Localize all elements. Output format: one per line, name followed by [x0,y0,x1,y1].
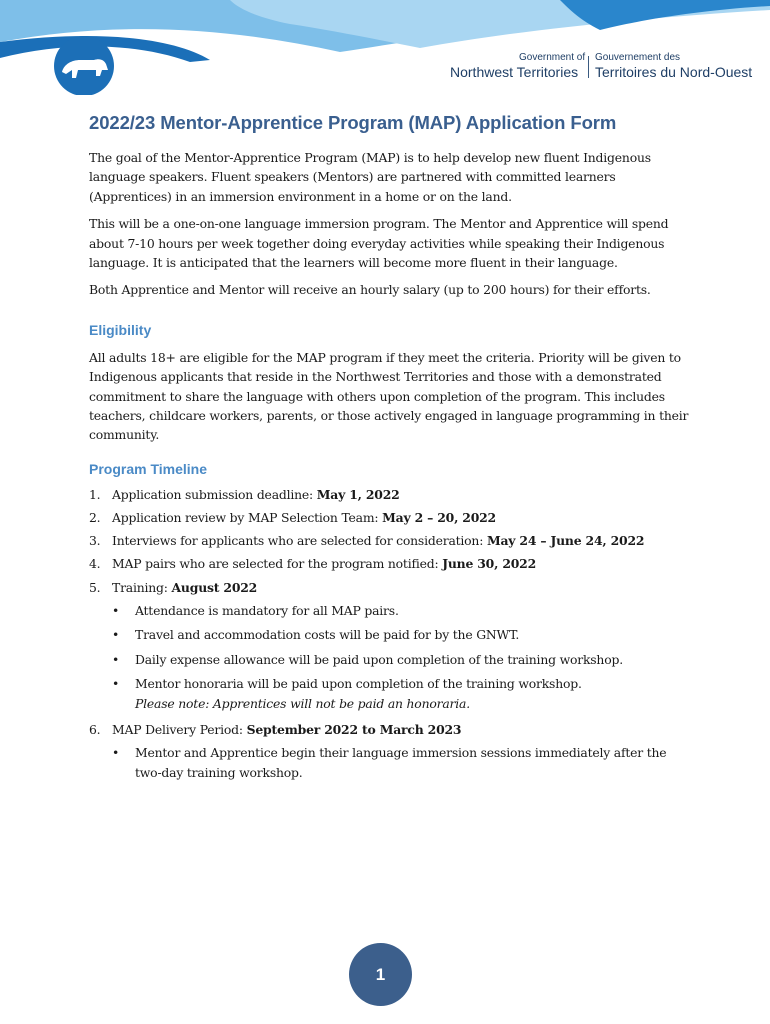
timeline-list [89,483,689,782]
gov-fr-small: Gouvernement des [595,52,681,63]
page-number-badge [349,943,412,1006]
timeline-section [89,461,689,782]
timeline-item-number: 2. [89,510,101,526]
delivery-bullets-container [89,743,689,782]
bullet-text: Mentor and Apprentice begin their language immersion sessions immediately after the two-day training workshop. [135,745,667,780]
intro-section [89,148,689,300]
timeline-item-date: May 1, 2022 [316,486,400,502]
timeline-item [89,529,689,552]
timeline-item [89,483,689,506]
intro-paragraph: The goal of the Mentor-Apprentice Program (MAP) is to help develop new fluent Indigenous language speakers. Fluent speakers (Mentors) are partnered with committed learners (Apprentices) in an immersion environment in a home or on the land. [89,150,651,204]
page-title: 2022/23 Mentor-Apprentice Program (MAP) Application Form [89,112,617,133]
training-bullets-container [89,601,689,713]
timeline-item-date: June 30, 2022 [442,556,537,572]
delivery-bullet-item [89,743,689,782]
timeline-item-number: 3. [89,533,101,549]
gov-en-big: Northwest Territories [450,64,579,80]
training-bullets [89,601,689,713]
timeline-item-number: 5. [89,579,101,595]
bullet-icon: • [112,627,120,643]
bullet-text: Attendance is mandatory for all MAP pairs. [135,602,399,618]
training-bullet-item [89,601,689,620]
training-bullet-item [89,674,689,713]
timeline-item-text: MAP pairs who are selected for the program notified: [112,556,443,572]
timeline-item-number: 6. [89,721,101,737]
gov-wordmark-divider [588,56,589,78]
timeline-item-number: 4. [89,556,101,572]
timeline-heading: Program Timeline [89,460,208,477]
timeline-item-date: September 2022 to March 2023 [246,721,462,737]
bullet-text: Mentor honoraria will be paid upon completion of the training workshop. [135,676,582,692]
page-number: 1 [375,964,386,984]
timeline-item-number: 1. [89,486,101,502]
gov-en-small: Government of [519,52,586,63]
document-body [89,112,689,787]
eligibility-section [89,322,689,445]
training-bullet-item [89,625,689,644]
intro-paragraph: Both Apprentice and Mentor will receive an hourly salary (up to 200 hours) for their efforts. [89,282,651,298]
timeline-item [89,506,689,529]
bullet-icon: • [112,602,120,618]
timeline-item [89,576,689,599]
timeline-item-date: August 2022 [171,579,258,595]
intro-paragraph: This will be a one-on-one language immersion program. The Mentor and Apprentice will spend about 7-10 hours per week together doing everyday activities while speaking their Indigenous language. It is anticipated that the learners will become more fluent in their language. [89,216,669,271]
timeline-item-date: May 24 – June 24, 2022 [486,533,645,549]
gov-wordmark-en [450,52,585,80]
timeline-item-text: Application review by MAP Selection Team: [112,510,383,526]
bullet-icon: • [112,651,120,667]
eligibility-text: All adults 18+ are eligible for the MAP program if they meet the criteria. Priority will be given to Indigenous applicants that reside in the Northwest Territories and those with a demonstrated commitment to share the language with others upon completion of the program. This includes teachers, childcare workers, parents, or those actively engaged in language programming in their community. [89,349,689,443]
bullet-icon: • [112,676,120,692]
header-banner [0,0,770,95]
gov-fr-big: Territoires du Nord-Ouest [595,64,753,80]
bullet-text: Daily expense allowance will be paid upon completion of the training workshop. [135,651,623,667]
timeline-item-text: MAP Delivery Period: [112,721,247,737]
timeline-item-date: May 2 – 20, 2022 [382,510,496,526]
bullet-icon: • [112,745,120,761]
timeline-item-text: Training: [112,579,172,595]
gov-wordmark-fr [595,52,752,80]
timeline-item [89,552,689,575]
training-note: Please note: Apprentices will not be paid an honoraria. [135,695,470,711]
timeline-item [89,718,689,741]
training-bullet-item [89,650,689,669]
eligibility-heading: Eligibility [89,321,152,338]
bullet-text: Travel and accommodation costs will be paid for by the GNWT. [135,627,520,643]
timeline-item-text: Interviews for applicants who are selected for consideration: [112,533,487,549]
delivery-bullets [89,743,689,782]
wave-dark-right [560,0,770,30]
timeline-item-text: Application submission deadline: [112,486,317,502]
